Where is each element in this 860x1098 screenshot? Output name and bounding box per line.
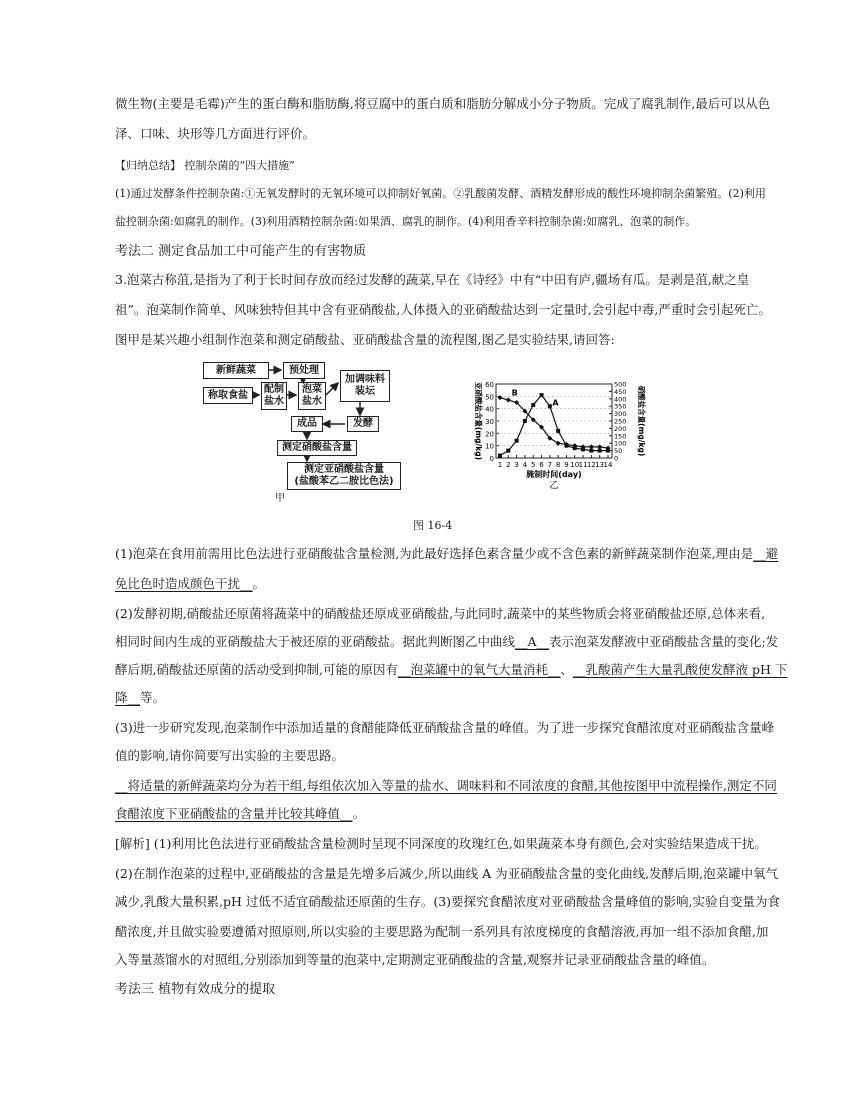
data-point-a — [498, 454, 502, 458]
answer-line — [115, 778, 777, 793]
x-tick-label: 4 — [522, 461, 528, 469]
figure-label-jia: 甲 — [275, 493, 285, 504]
flow-node-weigh-salt: 称取食盐 — [203, 387, 253, 404]
flow-node-measure-nitrate: 测定硝酸盐含量 — [277, 440, 357, 456]
answer-blank: __泡菜罐中的氧气大量消耗__ — [397, 662, 561, 677]
question-text: 。 — [252, 576, 266, 591]
question-line: (3)进一步研究发现,泡菜制作中添加适量的食醋能降低亚硝酸盐含量的峰值。为了进一步探究食醋浓度对亚硝酸盐含量峰 — [115, 720, 775, 735]
answer-blank: __避 — [753, 546, 779, 561]
flow-node-product: 成品 — [291, 416, 323, 432]
y-left-axis-label: 亚硝酸盐含量(mg/kg) — [474, 381, 483, 461]
question-text: 等。 — [140, 690, 166, 705]
series-label-a: A — [552, 398, 559, 408]
y-right-axis-label: 硝酸盐含量(mg/kg) — [637, 385, 646, 457]
question-line: 3.泡菜古称菹,是指为了利于长时间存放而经过发酵的蔬菜,早在《诗经》中有“中田有庐,疆场有瓜。是剥是菹,献之皇 — [115, 272, 750, 287]
x-tick-label: 8 — [555, 461, 561, 469]
x-tick-label: 9 — [564, 461, 569, 469]
y-right-tick-label: 300 — [614, 410, 627, 419]
question-line: 图甲是某兴趣小组制作泡菜和测定硝酸盐、亚硝酸盐含量的流程图,图乙是实验结果,请回答: — [115, 332, 615, 347]
x-axis-label: 腌制时间(day) — [526, 470, 582, 479]
flow-node-prepare-brine — [261, 382, 287, 410]
section-heading: 考法三 植物有效成分的提取 — [115, 982, 276, 997]
flow-node-text: 盐水 — [302, 396, 322, 407]
analysis-line: 醋浓度,并且做实验要遵循对照原则,所以实验的主要思路为配制一系列具有浓度梯度的食醋溶液,再加一组不添加食醋,加 — [115, 924, 769, 939]
flow-node-pickle-brine — [298, 382, 326, 410]
data-point-b — [498, 395, 503, 400]
flow-node-text: 装坛 — [355, 386, 375, 397]
data-point-a — [556, 429, 560, 433]
y-right-tick-label: 50 — [614, 447, 623, 456]
answer-blank: __A__ — [515, 634, 550, 649]
question-text: 。 — [352, 806, 366, 821]
analysis-line: 入等量蒸馏水的对照组,分别添加到等量的泡菜中,定期测定亚硝酸盐的含量,观察并记录亚硝酸盐含量的峰值。 — [115, 952, 715, 967]
summary-title: 【归纳总结】 控制杂菌的“四大措施” — [115, 159, 295, 172]
summary-line: (1)通过发酵条件控制杂菌:①无氧发酵时的无氧环境可以抑制好氧菌。②乳酸菌发酵、酒精发酵形成的酸性环境抑制杂菌繁殖。(2)利用 — [115, 187, 766, 200]
y-right-tick-label: 200 — [614, 424, 627, 433]
data-point-b — [556, 441, 561, 446]
analysis-line: (2)在制作泡菜的过程中,亚硝酸盐的含量是先增多后减少,所以曲线 A 为亚硝酸盐含量的变化曲线,发酵后期,泡菜罐中氧气 — [115, 866, 779, 881]
y-right-tick-label: 500 — [614, 380, 627, 389]
flowchart-figure — [195, 358, 420, 503]
y-right-tick-label: 150 — [614, 432, 627, 441]
flow-node-ferment: 发酵 — [347, 416, 379, 432]
flow-node-text: 加调味料 — [345, 374, 385, 385]
answer-blank: __将适量的新鲜蔬菜均分为若干组,每组依次加入等量的盐水、调味料和不同浓度的食醋,其他按图甲中流程操作,测定不同 — [115, 778, 777, 793]
flow-node-text: (盐酸苯乙二胺比色法) — [294, 476, 394, 487]
y-right-tick-label: 450 — [614, 387, 627, 396]
y-left-tick-label: 20 — [485, 430, 494, 439]
flow-node-text: 测定亚硝酸盐含量 — [304, 464, 384, 475]
flow-node-text: 泡菜 — [302, 384, 322, 395]
data-point-a — [523, 419, 527, 423]
answer-blank: __乳酸菌产生大量乳酸使发酵液 pH 下 — [572, 662, 788, 677]
data-point-a — [540, 393, 544, 397]
x-tick-label: 14 — [603, 461, 613, 469]
x-tick-label: 3 — [514, 461, 519, 469]
question-line: (2)发酵初期,硝酸盐还原菌将蔬菜中的硝酸盐还原成亚硝酸盐,与此同时,蔬菜中的某些物质会将亚硝酸盐还原,总体来看, — [115, 606, 766, 621]
question-text: 酵后期,硝酸盐还原菌的活动受到抑制,可能的原因有 — [115, 662, 398, 677]
answer-blank: 降__ — [115, 690, 141, 705]
section-heading: 考法二 测定食品加工中可能产生的有害物质 — [115, 244, 367, 259]
data-point-a — [515, 439, 519, 443]
answer-blank: 免比色时造成颜色干扰__ — [115, 576, 253, 591]
figure-caption: 图 16-4 — [413, 519, 453, 532]
flow-node-text: 配制 — [264, 384, 284, 395]
question-line: 值的影响,请你简要写出实验的主要思路。 — [115, 748, 344, 763]
y-left-tick-label: 10 — [485, 442, 494, 451]
answer-blank: 食醋浓度下亚硝酸盐的含量并比较其峰值__ — [115, 806, 353, 821]
separator: 、 — [560, 662, 573, 677]
series-label-b: B — [511, 388, 518, 398]
paragraph-line: 泽、口味、块形等几方面进行评价。 — [115, 126, 316, 141]
answer-line — [115, 806, 751, 821]
x-tick-label: 11 — [578, 461, 588, 469]
y-left-tick-label: 30 — [485, 418, 494, 426]
y-left-tick-label: 50 — [485, 393, 494, 402]
x-tick-label: 10 — [570, 461, 580, 469]
y-left-tick-label: 40 — [485, 405, 494, 414]
flow-node-measure-nitrite — [287, 462, 401, 490]
x-tick-label: 5 — [530, 461, 536, 469]
x-tick-label: 2 — [506, 461, 511, 469]
answer-line — [115, 546, 779, 561]
x-tick-label: 7 — [547, 461, 553, 469]
x-tick-label: 6 — [539, 461, 544, 469]
flow-node-preprocess: 预处理 — [283, 362, 325, 379]
flow-node-fresh-vegetables: 新鲜蔬菜 — [203, 362, 269, 379]
answer-line — [115, 634, 779, 649]
y-right-tick-label: 250 — [614, 417, 627, 426]
data-point-a — [506, 449, 510, 453]
x-tick-label: 13 — [595, 461, 605, 469]
x-tick-label: 12 — [586, 461, 596, 469]
analysis-line: [解析] (1)利用比色法进行亚硝酸盐含量检测时呈现不同深度的玫瑰红色,如果蔬菜本身有颜色,会对实验结果造成干扰。 — [115, 836, 767, 851]
data-point-b — [506, 398, 511, 403]
answer-line — [115, 576, 751, 591]
data-point-a — [548, 404, 552, 408]
answer-line — [115, 662, 788, 677]
answer-line — [115, 690, 751, 705]
y-right-tick-label: 350 — [614, 402, 627, 411]
summary-line: 盐控制杂菌:如腐乳的制作。(3)利用酒精控制杂菌:如果酒、腐乳的制作。(4)利用香辛料控制杂菌:如腐乳、泡菜的制作。 — [115, 215, 697, 228]
flow-node-season-and-jar — [340, 370, 390, 402]
y-right-tick-label: 0 — [614, 454, 619, 463]
y-left-tick-label: 60 — [485, 381, 494, 389]
question-text: (1)泡菜在食用前需用比色法进行亚硝酸盐含量检测,为此最好选择色素含量少或不含色素的新鲜蔬菜制作泡菜,理由是 — [115, 546, 754, 561]
y-right-tick-label: 400 — [614, 395, 627, 404]
y-right-tick-label: 100 — [614, 439, 627, 448]
question-text: 表示泡菜发酵液中亚硝酸盐含量的变化;发 — [549, 634, 779, 649]
flow-node-text: 盐水 — [264, 396, 284, 407]
data-point-a — [531, 403, 535, 407]
figure-label-yi: 乙 — [549, 481, 559, 491]
question-line: 祖”。泡菜制作简单、风味独特但其中含有亚硝酸盐,人体摄入的亚硝酸盐达到一定量时,会引起中毒,严重时会引起死亡。 — [115, 302, 771, 317]
line-chart — [462, 376, 652, 501]
y-left-tick-label: 0 — [489, 455, 494, 463]
analysis-line: 减少,乳酸大量积累,pH 过低不适宜硝酸盐还原菌的生存。(3)要探究食醋浓度对亚硝酸盐含量峰值的影响,实验自变量为食 — [115, 894, 781, 909]
paragraph-line: 微生物(主要是毛霉)产生的蛋白酶和脂肪酶,将豆腐中的蛋白质和脂肪分解成小分子物质。完成了腐乳制作,最后可以从色 — [115, 96, 771, 111]
question-text: 相同时间内生成的亚硝酸盐大于被还原的亚硝酸盐。据此判断图乙中曲线 — [115, 634, 516, 649]
x-tick-label: 1 — [497, 461, 503, 469]
